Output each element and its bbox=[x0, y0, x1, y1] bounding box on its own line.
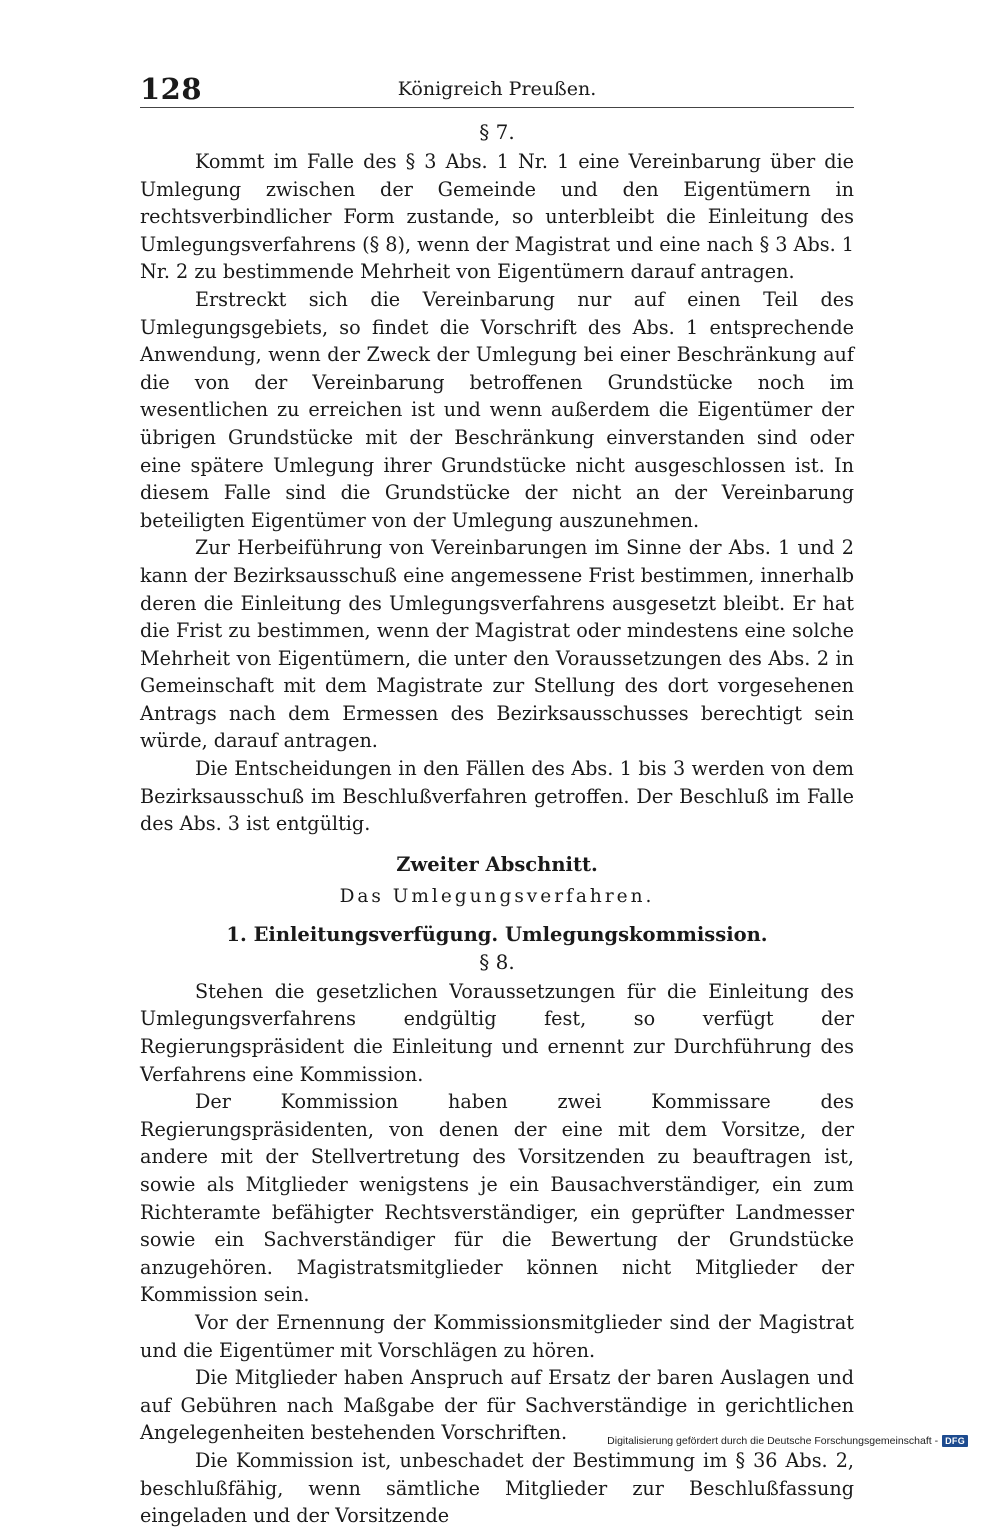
running-head: Königreich Preußen. bbox=[397, 78, 597, 100]
section-8-paragraph: Die Mitglieder haben Anspruch auf Ersatz der baren Auslagen und auf Gebühren nach Maßgabe der für Sachverständige in gerichtlichen Angelegenheiten bestehenden Vorschriften. bbox=[140, 1366, 854, 1445]
section-7-paragraph: Kommt im Falle des § 3 Abs. 1 Nr. 1 eine Vereinbarung über die Umlegung zwischen der Gemeinde und den Eigentümern in rechtsverbindlicher Form zustande, so unterbleibt die Einleitung des Umlegungsverfahrens (§ 8), wenn der Magistrat und eine nach § 3 Abs. 1 Nr. 2 zu bestimmende Mehrheit von Eigentümern darauf antragen. bbox=[140, 150, 854, 284]
section-8-mark: § 8. bbox=[479, 949, 515, 974]
part-heading: Zweiter Abschnitt. bbox=[396, 852, 598, 876]
section-7-paragraph: Erstreckt sich die Vereinbarung nur auf einen Teil des Umlegungsgebiets, so findet die Vorschrift des Abs. 1 entsprechende Anwendung, wenn der Zweck der Umlegung bei einer Beschränkung auf die von der Vereinbarung betroffenen Grundstücke noch im wesentlichen zu erreichen ist und wenn außerdem die Eigentümer der übrigen Grundstücke mit der Beschränkung einverstanden sind oder eine spätere Umlegung ihrer Grundstücke nicht ausgeschlossen ist. In diesem Falle sind die Grundstücke der nicht an der Vereinbarung beteiligten Eigentümer von der Umlegung auszunehmen. bbox=[140, 287, 854, 532]
header-rule bbox=[140, 107, 854, 108]
dfg-logo-icon: DFG bbox=[942, 1435, 968, 1447]
chapter-subheading: 1. Einleitungsverfügung. Umlegungskommission. bbox=[226, 922, 768, 946]
page-number: 128 bbox=[140, 72, 203, 106]
digitization-credit bbox=[607, 1435, 968, 1447]
section-8-paragraph: Stehen die gesetzlichen Voraussetzungen für die Einleitung des Umlegungsverfahrens endgültig fest, so verfügt der Regierungspräsident die Einleitung und ernennt zur Durchführung des Verfahrens eine Kommission. bbox=[140, 979, 854, 1086]
section-8-paragraph: Der Kommission haben zwei Kommissare des Regierungspräsidenten, von denen der eine mit dem Vorsitze, der andere mit der Stellvertretung des Vorsitzenden zu beauftragen ist, sowie als Mitglieder wenigstens je ein Bausachverständiger, ein zum Richteramte befähigter Rechtsverständiger, ein geprüfter Landmesser sowie ein Sachverständiger für die Bewertung der Grundstücke anzugehören. Magistratsmitglieder können nicht Mitglieder der Kommission sein. bbox=[140, 1090, 854, 1307]
section-7-paragraph: Die Entscheidungen in den Fällen des Abs. 1 bis 3 werden von dem Bezirksausschuß im Beschlußverfahren getroffen. Der Beschluß im Falle des Abs. 3 ist entgültig. bbox=[140, 757, 854, 836]
part-subtitle: Das Umlegungsverfahren. bbox=[339, 885, 655, 907]
section-7-mark: § 7. bbox=[479, 120, 515, 144]
credit-text: Digitalisierung gefördert durch die Deutsche Forschungsgemeinschaft - bbox=[607, 1435, 939, 1447]
section-7-paragraph: Zur Herbeiführung von Vereinbarungen im Sinne der Abs. 1 und 2 kann der Bezirksausschuß eine angemessene Frist bestimmen, innerhalb deren die Einleitung des Umlegungsverfahrens ausgesetzt bleibt. Er hat die Frist zu bestimmen, wenn der Magistrat oder mindestens eine solche Mehrheit von Eigentümern, die unter den Voraussetzungen des Abs. 2 in Gemeinschaft mit dem Magistrate zur Stellung des dort vorgesehenen Antrags nach dem Ermessen des Bezirksausschusses berechtigt sein würde, darauf antragen. bbox=[140, 536, 854, 753]
section-8-paragraph: Vor der Ernennung der Kommissionsmitglieder sind der Magistrat und die Eigentümer mit Vorschlägen zu hören. bbox=[140, 1310, 854, 1362]
page-header bbox=[140, 72, 854, 106]
section-8-paragraph: Die Kommission ist, unbeschadet der Bestimmung im § 36 Abs. 2, beschlußfähig, wenn sämtliche Mitglieder zur Beschlußfassung eingeladen und der Vorsitzende bbox=[140, 1448, 854, 1528]
page-body bbox=[140, 118, 854, 1530]
